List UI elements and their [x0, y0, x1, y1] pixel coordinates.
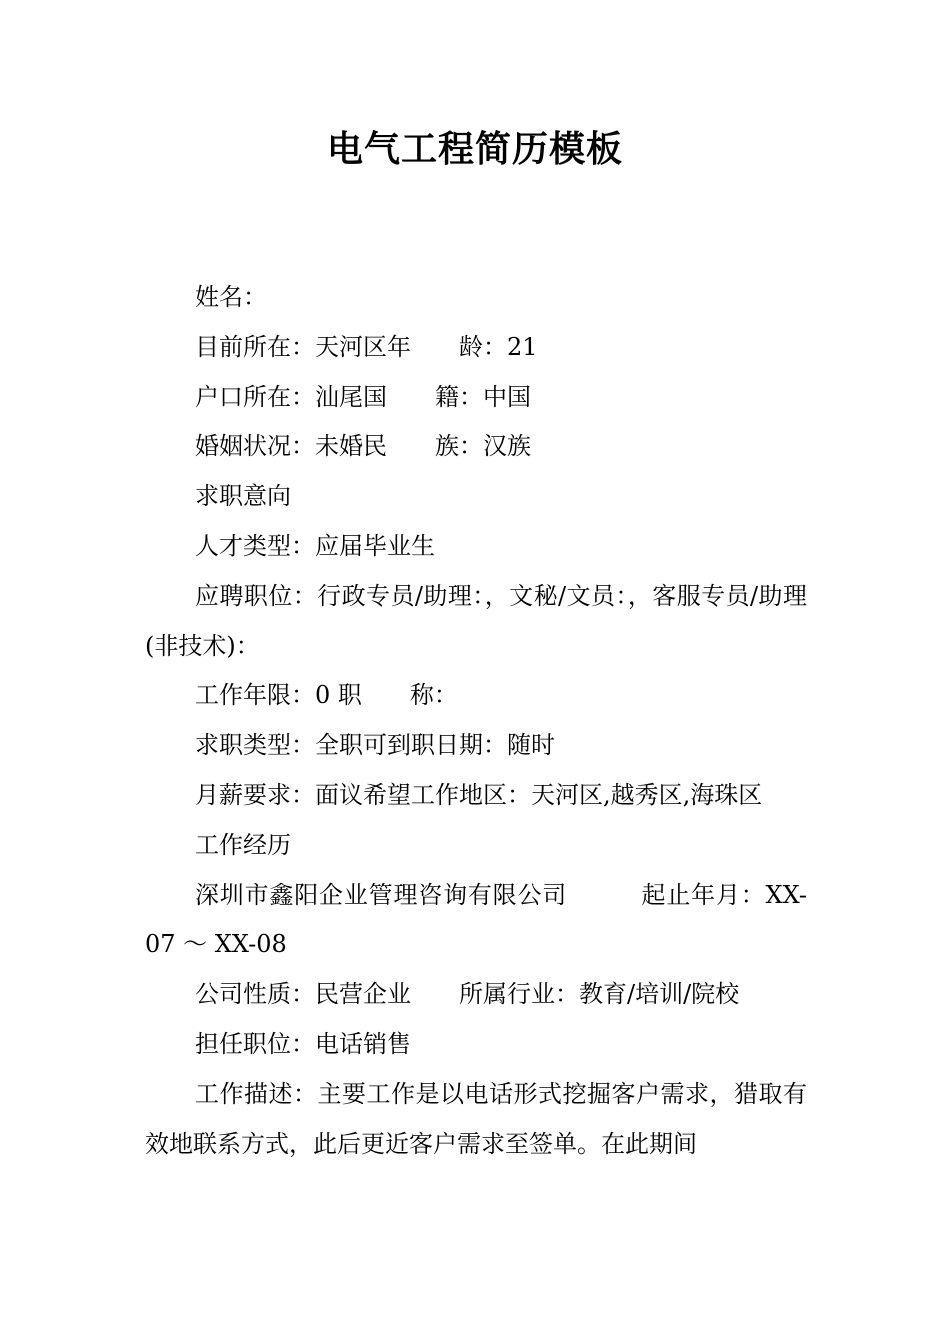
line-company: 深圳市鑫阳企业管理咨询有限公司 起止年月：XX-07 ～ XX-08 — [145, 880, 807, 959]
section-heading-job-intent: 求职意向 — [195, 482, 291, 511]
document-title: 电气工程简历模板 — [326, 129, 623, 170]
line-talent-type: 人才类型：应届毕业生 — [195, 531, 435, 560]
line-salary: 月薪要求：面议希望工作地区：天河区,越秀区,海珠区 — [195, 780, 763, 809]
line-work-description: 工作描述：主要工作是以电话形式挖掘客户需求，猎取有效地联系方式，此后更近客户需求至签单。在此期间 — [145, 1079, 807, 1158]
line-job-type: 求职类型：全职可到职日期：随时 — [195, 731, 555, 760]
line-marital-status: 婚姻状况：未婚民 族：汉族 — [195, 432, 531, 461]
line-position-held: 担任职位：电话销售 — [195, 1029, 411, 1058]
line-current-location: 目前所在：天河区年 龄：21 — [195, 332, 538, 361]
line-company-nature: 公司性质：民营企业 所属行业：教育/培训/院校 — [195, 980, 740, 1009]
section-heading-work-experience: 工作经历 — [195, 830, 291, 859]
document-body — [145, 273, 807, 1169]
line-name: 姓名： — [195, 283, 267, 311]
line-applied-position: 应聘职位：行政专员/助理：，文秘/文员：，客服专员/助理(非技术)： — [145, 581, 807, 660]
line-hukou: 户口所在：汕尾国 籍：中国 — [195, 382, 531, 411]
line-work-years: 工作年限：0 职 称： — [195, 681, 458, 710]
